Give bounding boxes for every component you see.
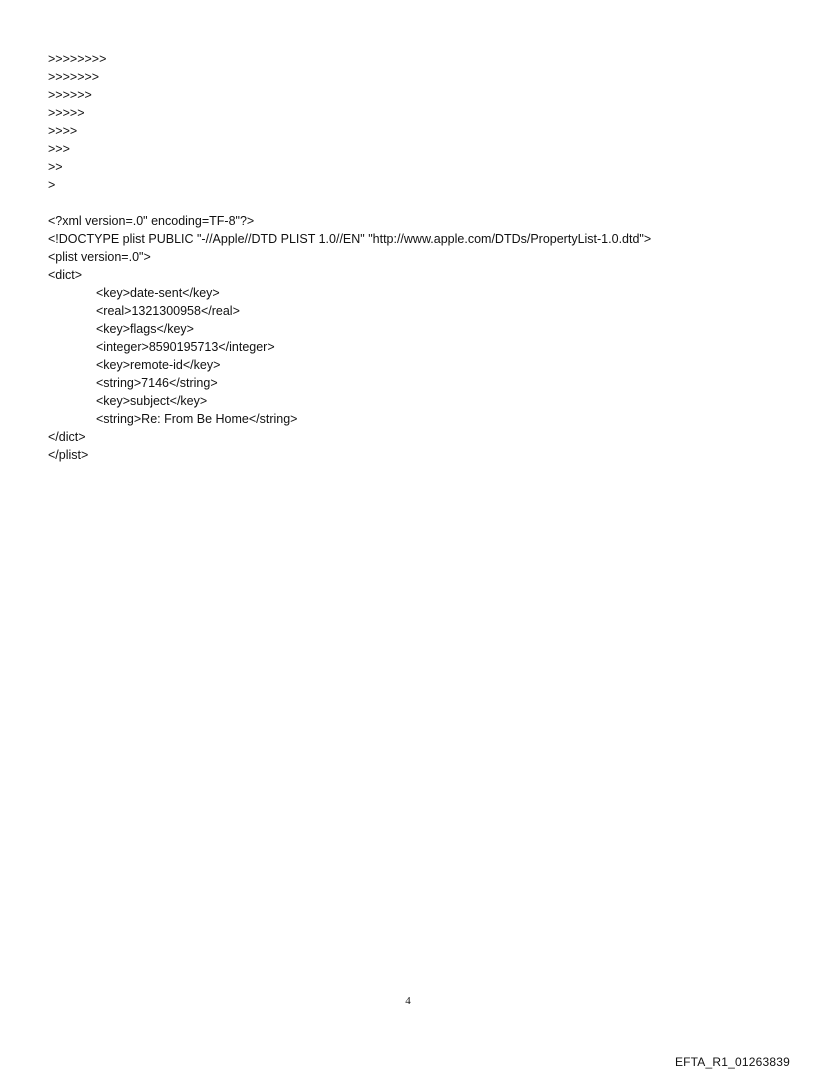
quote-marker-line: >>>>> <box>48 106 85 120</box>
dict-close-tag: </dict> <box>48 430 86 444</box>
xml-plist-block <box>48 212 788 464</box>
quote-marker-line: >>>>>>>> <box>48 52 107 66</box>
dict-entry: <key>remote-id</key> <box>96 358 221 372</box>
document-body <box>48 50 788 464</box>
dict-entry: <key>flags</key> <box>96 322 194 336</box>
bates-number: EFTA_R1_01263839 <box>674 1055 790 1069</box>
quote-marker-line: >>> <box>48 142 70 156</box>
quote-marker-line: > <box>48 178 56 192</box>
quote-marker-line: >>>>>>> <box>48 70 100 84</box>
xml-declaration: <?xml version=.0" encoding=TF-8"?> <box>48 214 255 228</box>
dict-entry: <real>1321300958</real> <box>96 304 240 318</box>
dict-entry: <string>Re: From Be Home</string> <box>96 412 298 426</box>
dict-entry: <integer>8590195713</integer> <box>96 340 275 354</box>
dict-entry: <key>subject</key> <box>96 394 208 408</box>
quote-markers <box>48 50 788 194</box>
blank-line <box>48 194 788 212</box>
plist-close-tag: </plist> <box>48 448 89 462</box>
quote-marker-line: >> <box>48 160 63 174</box>
dict-open-tag: <dict> <box>48 268 83 282</box>
plist-open-tag: <plist version=.0"> <box>48 250 151 264</box>
page-number: 4 <box>405 995 411 1007</box>
xml-doctype: <!DOCTYPE plist PUBLIC "-//Apple//DTD PLIST 1.0//EN" "http://www.apple.com/DTDs/PropertyList-1.0.dtd"> <box>48 232 652 246</box>
dict-entry: <string>7146</string> <box>96 376 218 390</box>
quote-marker-line: >>>>>> <box>48 88 92 102</box>
quote-marker-line: >>>> <box>48 124 78 138</box>
dict-entry: <key>date-sent</key> <box>96 286 220 300</box>
